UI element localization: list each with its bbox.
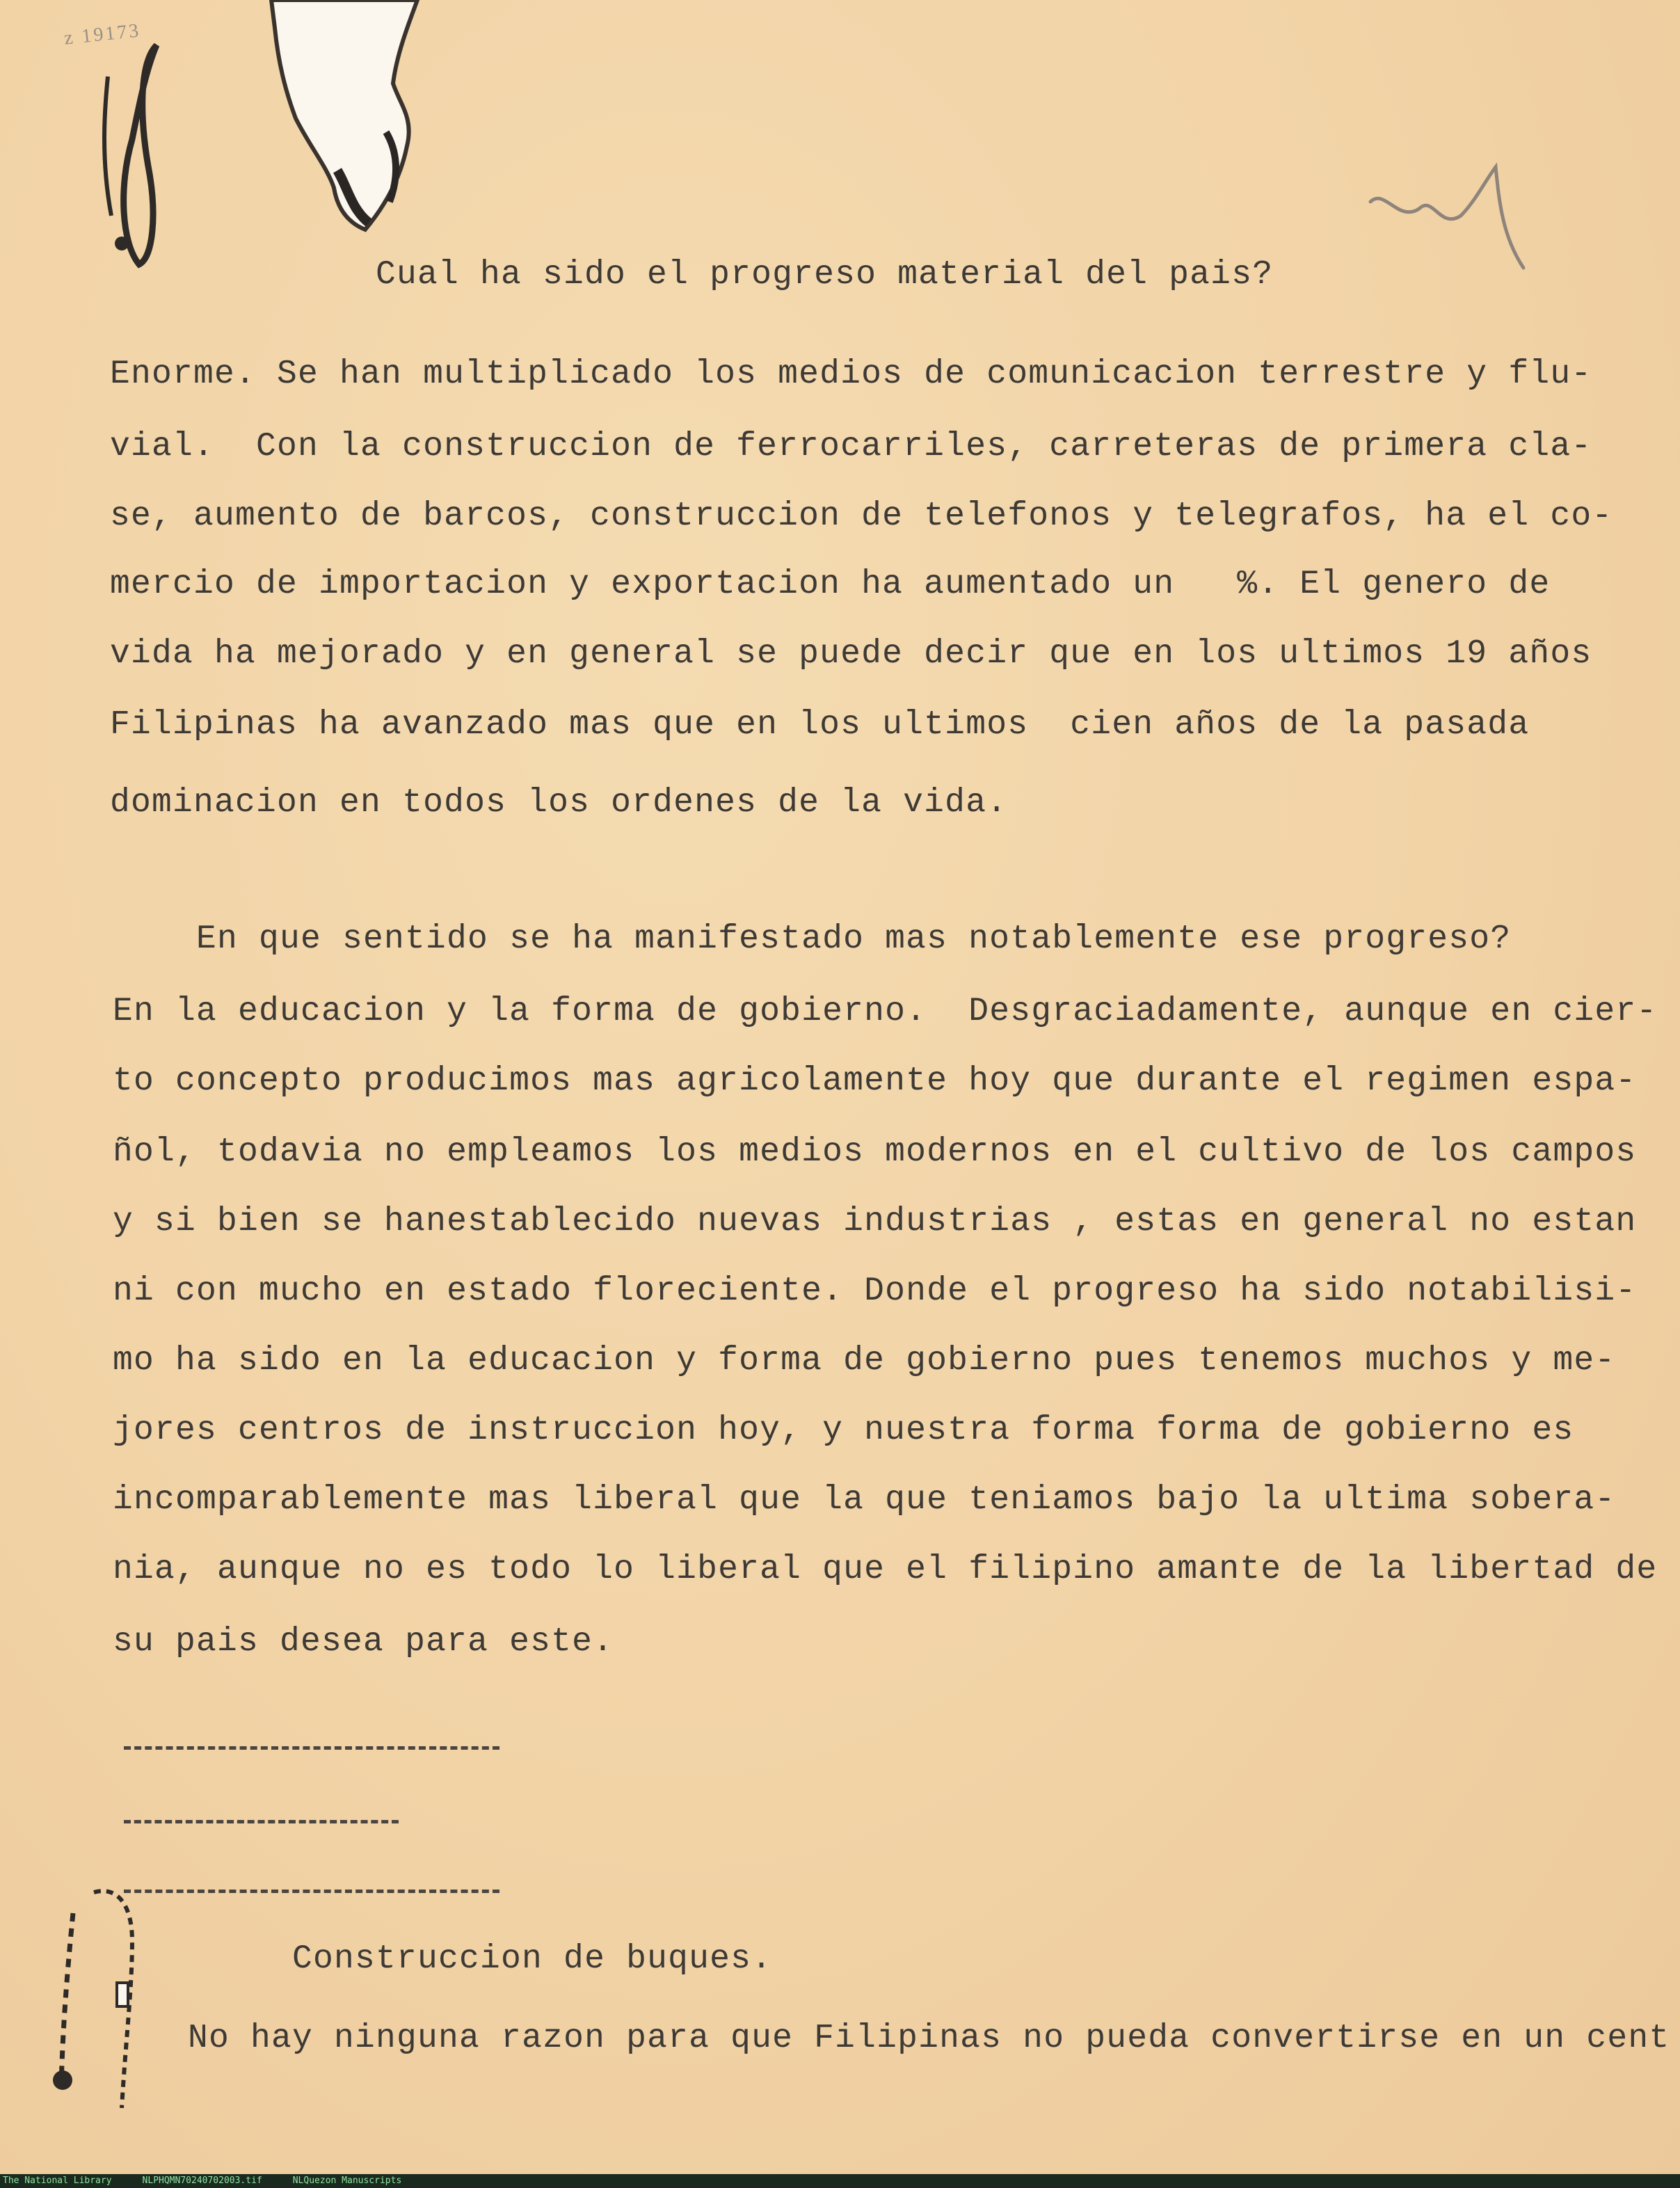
answer-2-line-9: nia, aunque no es todo lo liberal que el filipino amante de la libertad de	[113, 1551, 1658, 1588]
answer-2-line-10: su pais desea para este.	[113, 1623, 614, 1661]
answer-2-line-8: incomparablemente mas liberal que la que teniamos bajo la ultima sobera-	[113, 1481, 1616, 1519]
answer-1-line-3: se, aumento de barcos, construccion de telefonos y telegrafos, ha el co-	[110, 497, 1613, 535]
answer-2-line-1: En la educacion y la forma de gobierno. Desgraciadamente, aunque en cier-	[113, 993, 1658, 1030]
answer-2-line-2: to concepto producimos mas agricolamente hoy que durante el regimen espa-	[113, 1062, 1637, 1100]
answer-1-line-6: Filipinas ha avanzado mas que en los ultimos cien años de la pasada	[110, 706, 1530, 744]
answer-2-line-5: ni con mucho en estado floreciente. Donde el progreso ha sido notabilisi-	[113, 1272, 1637, 1310]
answer-3-line-1: No hay ninguna razon para que Filipinas no pueda convertirse en un cent	[188, 2020, 1670, 2057]
answer-1-line-7: dominacion en todos los ordenes de la vida.	[110, 784, 1008, 822]
question-3: Construccion de buques.	[292, 1940, 773, 1978]
answer-1-line-1: Enorme. Se han multiplicado los medios de comunicacion terrestre y flu-	[110, 356, 1592, 393]
separator-line-2	[124, 1820, 399, 1823]
footer-collection: NLQuezon Manuscripts	[292, 2175, 402, 2186]
answer-1-line-5: vida ha mejorado y en general se puede decir que en los ultimos 19 años	[110, 635, 1592, 673]
separator-line-1	[124, 1746, 499, 1750]
answer-1-line-2: vial. Con la construccion de ferrocarriles, carreteras de primera cla-	[110, 428, 1592, 465]
pencil-scribble	[1357, 139, 1558, 278]
binding-string-bottom	[42, 1878, 153, 2157]
archive-footer	[0, 2174, 1680, 2188]
answer-1-line-4: mercio de importacion y exportacion ha aumentado un %. El genero de	[110, 566, 1551, 603]
torn-hole	[268, 0, 428, 237]
answer-2-line-7: jores centros de instruccion hoy, y nuestra forma forma de gobierno es	[113, 1412, 1574, 1449]
binding-string-top	[90, 35, 188, 271]
question-2: En que sentido se ha manifestado mas notablemente ese progreso?	[196, 920, 1512, 958]
footer-library: The National Library	[3, 2175, 112, 2186]
answer-2-line-3: ñol, todavia no empleamos los medios modernos en el cultivo de los campos	[113, 1133, 1637, 1171]
separator-line-3	[124, 1890, 499, 1893]
question-1: Cual ha sido el progreso material del pais?	[376, 256, 1274, 294]
footer-file: NLPHQMN70240702003.tif	[142, 2175, 262, 2186]
archive-reference: z 19173	[63, 19, 142, 49]
answer-2-line-6: mo ha sido en la educacion y forma de gobierno pues tenemos muchos y me-	[113, 1342, 1616, 1380]
answer-2-line-4: y si bien se hanestablecido nuevas industrias , estas en general no estan	[113, 1203, 1637, 1240]
